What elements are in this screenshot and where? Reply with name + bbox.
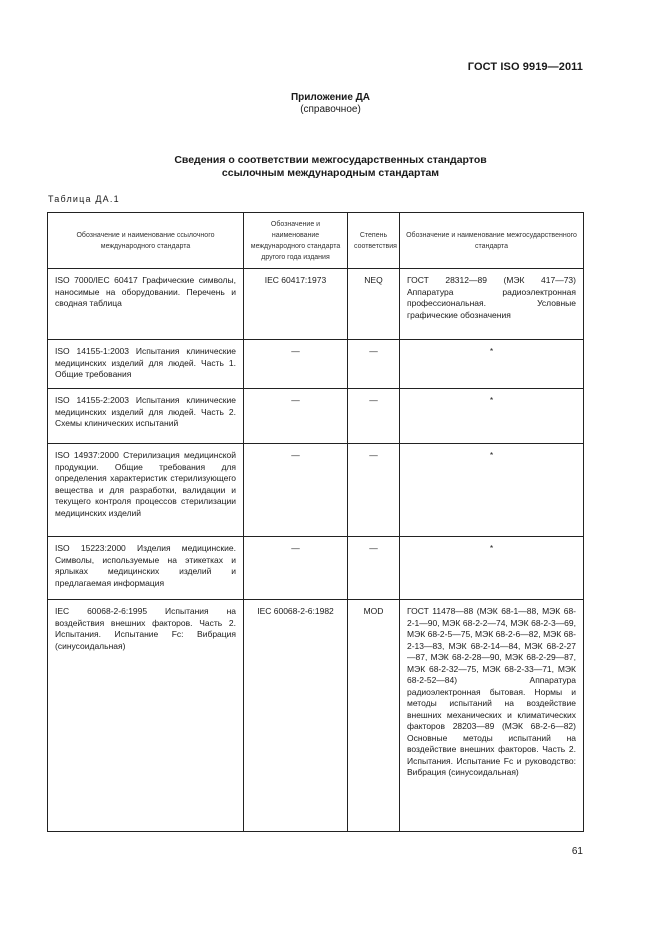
cell-interstate: * [400, 444, 584, 537]
cell-interstate: ГОСТ 28312—89 (МЭК 417—73) Аппаратура радиоэлектронная профессиональная. Условные графические обозначения [400, 269, 584, 340]
cell-degree: — [348, 537, 400, 600]
cell-degree: NEQ [348, 269, 400, 340]
table-row [48, 537, 584, 600]
section-title [0, 154, 661, 180]
appendix-title: Приложение ДА [290, 92, 371, 103]
cell-other-edition: IEC 60417:1973 [244, 269, 348, 340]
cell-interstate: ГОСТ 11478—88 (МЭК 68-1—88, МЭК 68-2-1—90, МЭК 68-2-2—74, МЭК 68-2-3—69, МЭК 68-2-5—75, МЭК 68-2-6—82, МЭК 68-2-13—83, МЭК 68-2-14—84, МЭК 68-2-27—87, МЭК 68-2-28—90, МЭК 68-2-29—87, МЭК 68-2-32—75, МЭК 68-2-33—71, МЭК 68-2-52—84) Аппаратура радиоэлектронная бытовая. Нормы и методы испытаний на воздействие внешних механических и климатических факторов 28203—89 (МЭК 68-2-6—82) Основные методы испытаний на воздействие внешних факторов. Часть 2. Испытания. Испытание Fc и руководство: Вибрация (синусоидальная) [400, 600, 584, 832]
cell-reference: ISO 15223:2000 Изделия медицинские. Символы, используемые на этикетках и ярлыках медицинских изделий и предлагаемая информация [48, 537, 244, 600]
cell-degree: — [348, 389, 400, 444]
table-label: Таблица ДА.1 [48, 194, 120, 204]
table-row [48, 269, 584, 340]
cell-reference: ISO 14155-2:2003 Испытания клинические медицинских изделий для людей. Часть 2. Схемы клинических испытаний [48, 389, 244, 444]
page-number: 61 [571, 846, 583, 857]
cell-interstate: * [400, 537, 584, 600]
section-title-line2: ссылочным международным стандартам [221, 167, 440, 179]
cell-interstate: * [400, 340, 584, 389]
header-reference-standard: Обозначение и наименование ссылочного международного стандарта [48, 213, 244, 269]
header-degree: Степень соответствия [348, 213, 400, 269]
cell-interstate: * [400, 389, 584, 444]
cell-degree: — [348, 340, 400, 389]
table-row [48, 444, 584, 537]
cell-other-edition: — [244, 444, 348, 537]
document-code: ГОСТ ISO 9919—2011 [467, 61, 583, 73]
correspondence-table [47, 212, 584, 832]
header-other-edition: Обозначение и наименование международного стандарта другого года издания [244, 213, 348, 269]
cell-reference: ISO 14155-1:2003 Испытания клинические медицинских изделий для людей. Часть 1. Общие требования [48, 340, 244, 389]
cell-degree: — [348, 444, 400, 537]
table-row [48, 340, 584, 389]
table-row [48, 389, 584, 444]
appendix-subtitle: (справочное) [300, 104, 361, 115]
cell-reference: IEC 60068-2-6:1995 Испытания на воздействия внешних факторов. Часть 2. Испытания. Испытание Fc: Вибрация (синусоидальная) [48, 600, 244, 832]
cell-reference: ISO 7000/IEC 60417 Графические символы, наносимые на оборудовании. Перечень и сводная таблица [48, 269, 244, 340]
section-title-line1: Сведения о соответствии межгосударственных стандартов [174, 154, 487, 166]
cell-degree: MOD [348, 600, 400, 832]
cell-other-edition: — [244, 340, 348, 389]
header-interstate-standard: Обозначение и наименование межгосударственного стандарта [400, 213, 584, 269]
cell-other-edition: IEC 60068-2-6:1982 [244, 600, 348, 832]
appendix-heading [0, 92, 661, 116]
cell-other-edition: — [244, 389, 348, 444]
cell-other-edition: — [244, 537, 348, 600]
cell-reference: ISO 14937:2000 Стерилизация медицинской продукции. Общие требования для определения характеристик стерилизующего вещества и для разработки, валидации и текущего контроля процессов стерилизации медицинских изделий [48, 444, 244, 537]
table-header-row [48, 213, 584, 269]
table-row [48, 600, 584, 832]
